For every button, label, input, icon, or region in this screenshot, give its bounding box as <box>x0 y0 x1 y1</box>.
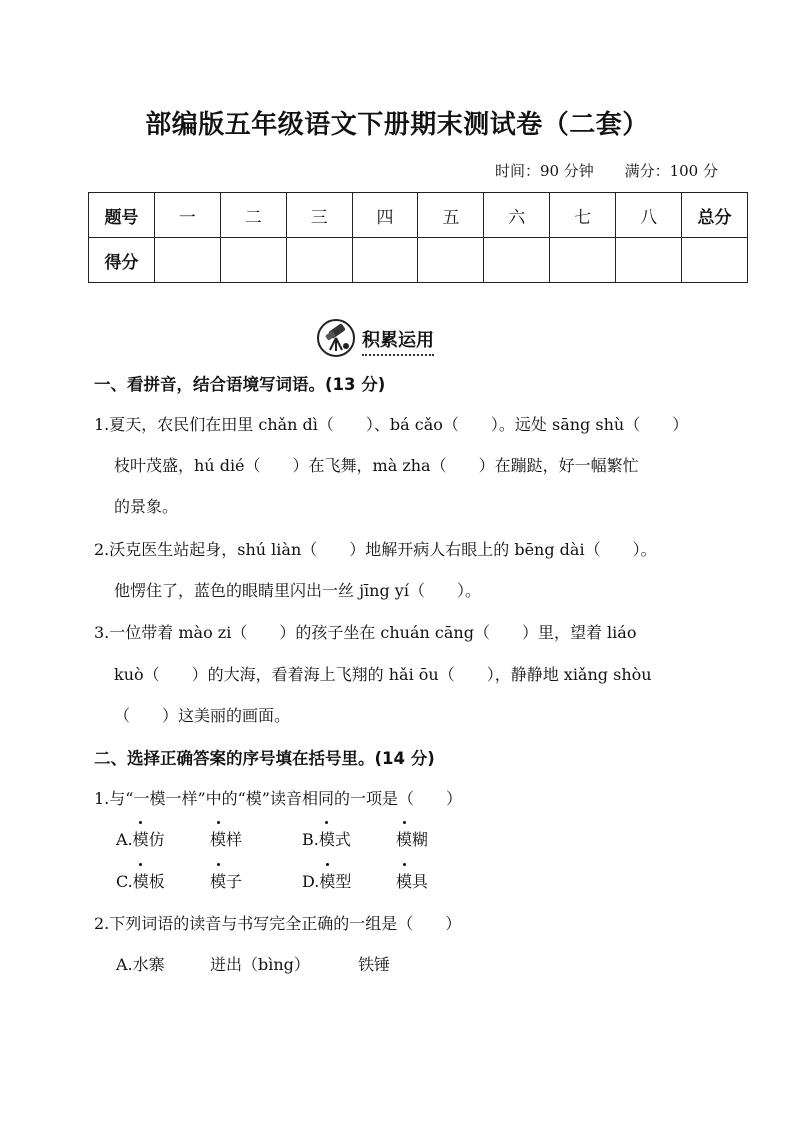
section-2-heading: 二、选择正确答案的序号填在括号里。(14 分) <box>94 749 435 768</box>
score-cell[interactable] <box>286 238 352 283</box>
score-table-header-row <box>89 193 748 238</box>
option-item: 迸出（bìng） <box>210 955 310 974</box>
score-header-cell: 四 <box>352 193 418 238</box>
score-header-cell: 六 <box>484 193 550 238</box>
page-title: 部编版五年级语文下册期末测试卷（二套） <box>145 110 649 140</box>
score-header-cell: 一 <box>154 193 220 238</box>
score-cell[interactable] <box>484 238 550 283</box>
score-table-score-row <box>89 238 748 283</box>
score-row-label: 得分 <box>89 238 155 283</box>
exam-time: 时间：90 分钟 <box>494 162 594 180</box>
section-1-heading: 一、看拼音，结合语境写词语。(13 分) <box>94 375 386 394</box>
option-item: 模子 <box>210 869 302 892</box>
score-table <box>88 192 748 283</box>
question-stem: 1.与“一模一样”中的“模”读音相同的一项是（ ） <box>94 789 462 808</box>
option-item: 模样 <box>210 827 302 850</box>
score-cell[interactable] <box>154 238 220 283</box>
score-cell[interactable] <box>682 238 748 283</box>
exam-meta <box>469 160 718 181</box>
option-item: 模糊 <box>396 827 428 850</box>
option-item[interactable]: A.模仿 <box>116 827 210 850</box>
score-cell[interactable] <box>418 238 484 283</box>
score-header-cell: 七 <box>550 193 616 238</box>
score-header-cell: 三 <box>286 193 352 238</box>
exam-full-score: 满分：100 分 <box>624 162 718 180</box>
score-cell[interactable] <box>550 238 616 283</box>
option-item[interactable]: C.模板 <box>116 869 210 892</box>
score-header-cell: 八 <box>616 193 682 238</box>
question-line: 3.一位带着 mào zi（ ）的孩子坐在 chuán cāng（ ）里，望着 liáo <box>94 623 637 642</box>
question-line: 1.夏天，农民们在田里 chǎn dì（ ）、bá cǎo（ ）。远处 sāng shù（ ） <box>94 415 689 434</box>
score-header-cell: 总分 <box>682 193 748 238</box>
question-line: 2.沃克医生站起身，shú liàn（ ）地解开病人右眼上的 bēng dài（ ）。 <box>94 540 657 559</box>
option-row <box>116 827 428 850</box>
option-item[interactable]: A.水寨 <box>116 955 165 974</box>
score-cell[interactable] <box>220 238 286 283</box>
question-line: 他愣住了，蓝色的眼睛里闪出一丝 jīng yí（ ）。 <box>114 581 481 600</box>
telescope-icon <box>316 318 356 358</box>
score-header-cell: 题号 <box>89 193 155 238</box>
score-cell[interactable] <box>616 238 682 283</box>
question-stem: 2.下列词语的读音与书写完全正确的一组是（ ） <box>94 914 462 933</box>
question-line: （ ）这美丽的画面。 <box>114 706 291 725</box>
question-line: 枝叶茂盛，hú dié（ ）在飞舞，mà zha（ ）在蹦跶，好一幅繁忙 <box>114 456 639 475</box>
option-row <box>116 869 428 892</box>
section-banner-label: 积累运用 <box>362 326 434 356</box>
score-header-cell: 五 <box>418 193 484 238</box>
option-item[interactable]: B.模式 <box>302 827 396 850</box>
option-item[interactable]: D.模型 <box>302 869 396 892</box>
option-row <box>116 952 390 975</box>
score-header-cell: 二 <box>220 193 286 238</box>
score-cell[interactable] <box>352 238 418 283</box>
option-item: 模具 <box>396 869 428 892</box>
question-line: kuò（ ）的大海，看着海上飞翔的 hǎi ōu（ ），静静地 xiǎng shòu <box>114 665 652 684</box>
option-item: 铁锤 <box>358 955 391 974</box>
question-line: 的景象。 <box>114 497 179 516</box>
